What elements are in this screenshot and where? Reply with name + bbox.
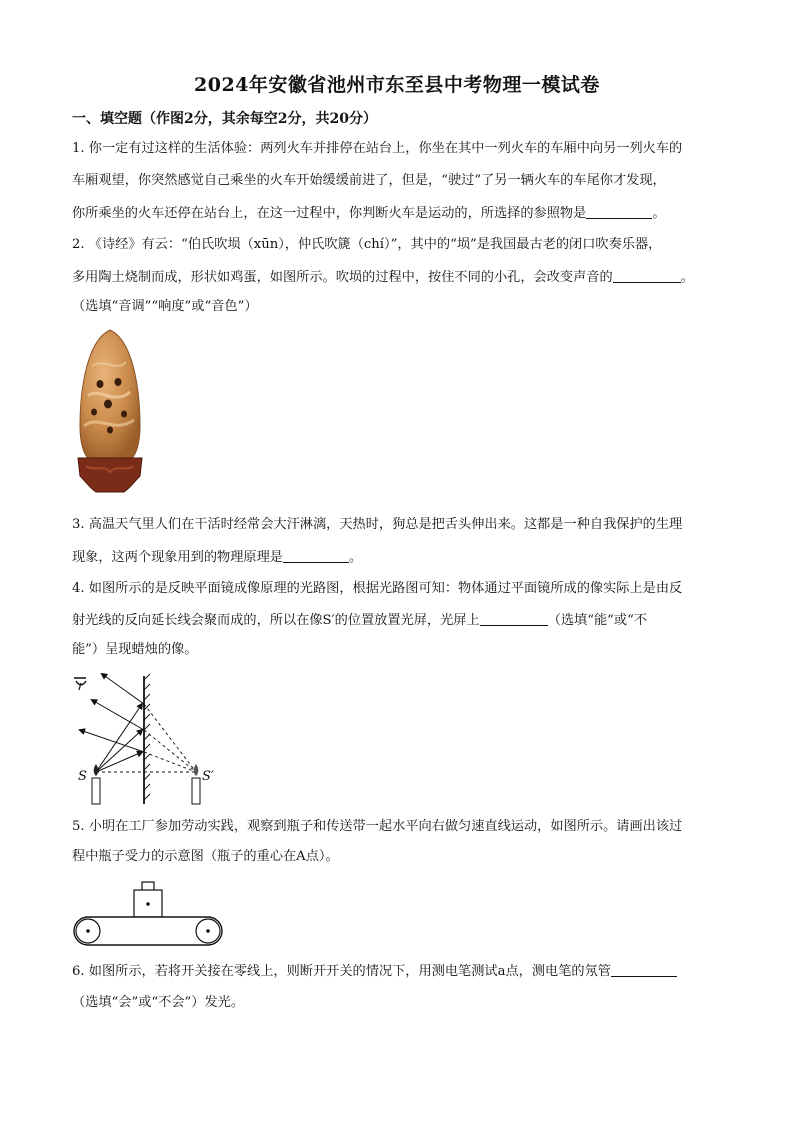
- q1-answer-blank[interactable]: [586, 204, 652, 219]
- section-heading: 一、填空题（作图2分，其余每空2分，共20分）: [72, 111, 377, 127]
- q2-line-2-text: 多用陶土烧制而成，形状如鸡蛋，如图所示。吹埙的过程中，按住不同的小孔，会改变声音的: [72, 270, 613, 285]
- eye-icon: [74, 678, 86, 690]
- q4-line-2: [72, 611, 647, 630]
- q2-line-1: 2. 《诗经》有云：“伯氏吹埙（xūn），仲氏吹篪（chí）”，其中的“埙”是我国最古老的闭口吹奏乐器，: [72, 237, 662, 252]
- q6-line-1-text: 6. 如图所示，若将开关接在零线上，则断开开关的情况下，用测电笔测试a点，测电笔的氖管: [72, 964, 611, 979]
- q3-line-2-text: 现象，这两个现象用到的物理原理是: [72, 550, 283, 565]
- q1-line-3-text: 你所乘坐的火车还停在站台上，在这一过程中，你判断火车是运动的，所选择的参照物是: [72, 206, 587, 221]
- q1-line-3: [72, 204, 666, 223]
- q4-line-2-end: （选填“能”或“不: [547, 613, 648, 628]
- q4-line-1: 4. 如图所示的是反映平面镜成像原理的光路图，根据光路图可知：物体通过平面镜所成的像实际上是由反: [72, 581, 683, 596]
- label-s: S: [78, 769, 87, 784]
- q2-line-2: [72, 268, 694, 287]
- conveyor-belt-figure: [72, 880, 232, 946]
- q3-line-1: 3. 高温天气里人们在干活时经常会大汗淋漓，天热时，狗总是把舌头伸出来。这都是一种自我保护的生理: [72, 517, 683, 532]
- q4-line-2-text: 射光线的反向延长线会聚而成的，所以在像S′的位置放置光屏，光屏上: [72, 613, 480, 628]
- q6-line-1: [72, 962, 677, 981]
- q2-answer-blank[interactable]: [613, 268, 681, 283]
- q3-answer-blank[interactable]: [283, 548, 349, 563]
- plane-mirror-ray-diagram: [72, 672, 222, 812]
- q3-line-2: [72, 548, 362, 567]
- q6-line-2: （选填“会”或“不会”）发光。: [72, 995, 245, 1010]
- q4-answer-blank[interactable]: [480, 611, 548, 626]
- q2-line-2-end: 。: [680, 270, 694, 285]
- q5-line-2: 程中瓶子受力的示意图（瓶子的重心在A点）。: [72, 849, 339, 864]
- page-title: 2024年安徽省池州市东至县中考物理一模试卷: [194, 74, 600, 96]
- q1-line-2: 车厢观望，你突然感觉自己乘坐的火车开始缓缓前进了，但是，“驶过”了另一辆火车的车尾你才发现，: [72, 173, 666, 188]
- bottle-center-point: [146, 902, 150, 906]
- q2-line-3: （选填“音调”“响度”或“音色”）: [72, 299, 258, 314]
- q6-answer-blank[interactable]: [611, 962, 677, 977]
- q5-line-1: 5. 小明在工厂参加劳动实践，观察到瓶子和传送带一起水平向右做匀速直线运动，如图所示。请画出该过: [72, 819, 683, 834]
- q1-line-1: 1. 你一定有过这样的生活体验：两列火车并排停在站台上，你坐在其中一列火车的车厢中向另一列火车的: [72, 141, 683, 156]
- candle-s-prime-icon: [192, 764, 200, 804]
- q4-line-3: 能”）呈现蜡烛的像。: [72, 642, 198, 657]
- label-s-prime: S′: [202, 769, 214, 784]
- xun-instrument-figure: [74, 326, 146, 496]
- q1-line-3-end: 。: [652, 206, 666, 221]
- q3-line-2-end: 。: [349, 550, 363, 565]
